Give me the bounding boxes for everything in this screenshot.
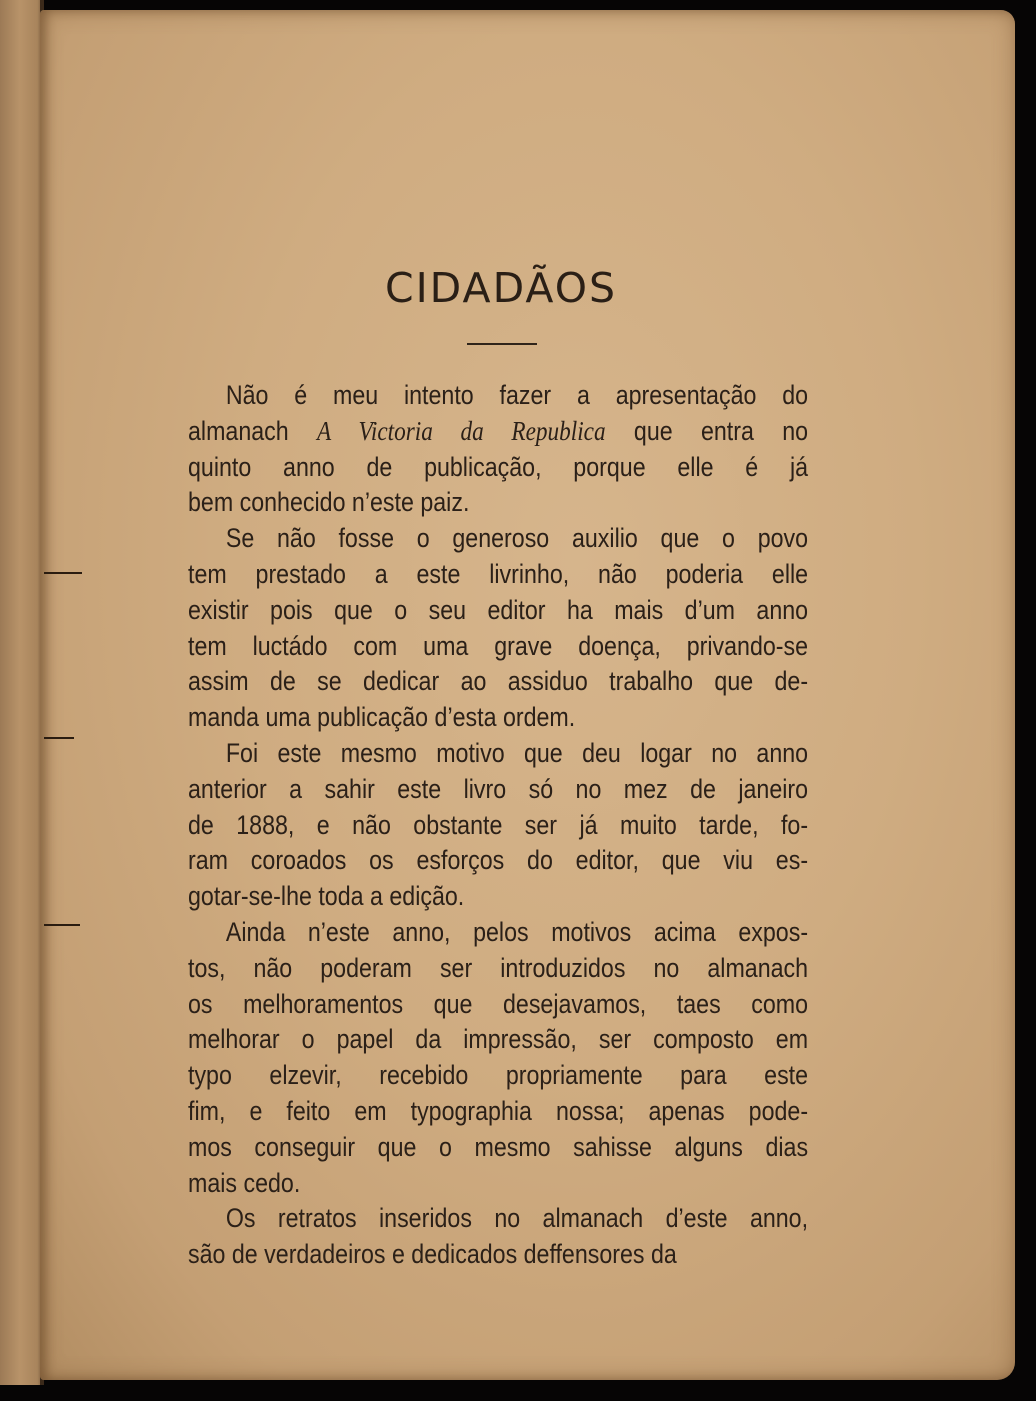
text-line: manda uma publicação d’esta ordem.: [188, 702, 576, 733]
body-text: [188, 378, 808, 1273]
text-line: bem conhecido n’este paiz.: [188, 487, 470, 518]
paragraph: [188, 915, 808, 1201]
text-segment: que entra no: [605, 415, 809, 446]
page-title: CIDADÃOS: [384, 264, 618, 312]
book-page: [40, 10, 1015, 1380]
text-line: Ainda n’este anno, pelos motivos acima expos-: [225, 916, 809, 947]
text-line: tem prestado a este livrinho, não poderia elle: [188, 558, 809, 589]
binding-stitch: [44, 924, 80, 926]
text-line: assim de se dedicar ao assiduo trabalho que de-: [188, 666, 809, 697]
text-line: Foi este mesmo motivo que deu logar no anno: [225, 737, 809, 768]
text-line: são de verdadeiros e dedicados deffensores da: [188, 1239, 677, 1270]
text-line: os melhoramentos que desejavamos, taes como: [188, 988, 809, 1019]
previous-page-edge: [0, 0, 44, 1385]
text-line: quinto anno de publicação, porque elle é já: [188, 451, 809, 482]
binding-stitch: [44, 737, 74, 739]
text-line: Não é meu intento fazer a apresentação do: [225, 380, 809, 410]
almanach-title-italic: A Victoria da Republica: [317, 415, 606, 446]
text-line: Se não fosse o generoso auxilio que o povo: [225, 523, 809, 554]
text-line: anterior a sahir este livro só no mez de janeiro: [188, 773, 809, 804]
text-line: tem luctádo com uma grave doença, privando-se: [188, 630, 809, 661]
text-line: Os retratos inseridos no almanach d’este anno,: [225, 1203, 809, 1234]
text-line: typo elzevir, recebido propriamente para este: [188, 1060, 809, 1091]
text-line: mos conseguir que o mesmo sahisse alguns dias: [188, 1131, 809, 1162]
paragraph: [188, 1201, 808, 1273]
text-line: fim, e feito em typographia nossa; apenas pode-: [188, 1095, 809, 1126]
text-line: [188, 414, 808, 450]
text-line: de 1888, e não obstante ser já muito tarde, fo-: [188, 809, 809, 840]
text-line: tos, não poderam ser introduzidos no almanach: [188, 952, 809, 983]
text-line: mais cedo.: [188, 1167, 301, 1198]
paragraph: [188, 378, 808, 521]
text-line: existir pois que o seu editor ha mais d’um anno: [188, 594, 809, 625]
title-rule: [467, 343, 537, 345]
text-line: melhorar o papel da impressão, ser composto em: [188, 1024, 809, 1055]
text-line: ram coroados os esforços do editor, que viu es-: [188, 845, 809, 876]
text-segment: almanach: [188, 415, 318, 446]
text-line: gotar-se-lhe toda a edição.: [188, 881, 465, 912]
binding-stitch: [44, 572, 82, 574]
paragraph: [188, 736, 808, 915]
paragraph: [188, 521, 808, 736]
